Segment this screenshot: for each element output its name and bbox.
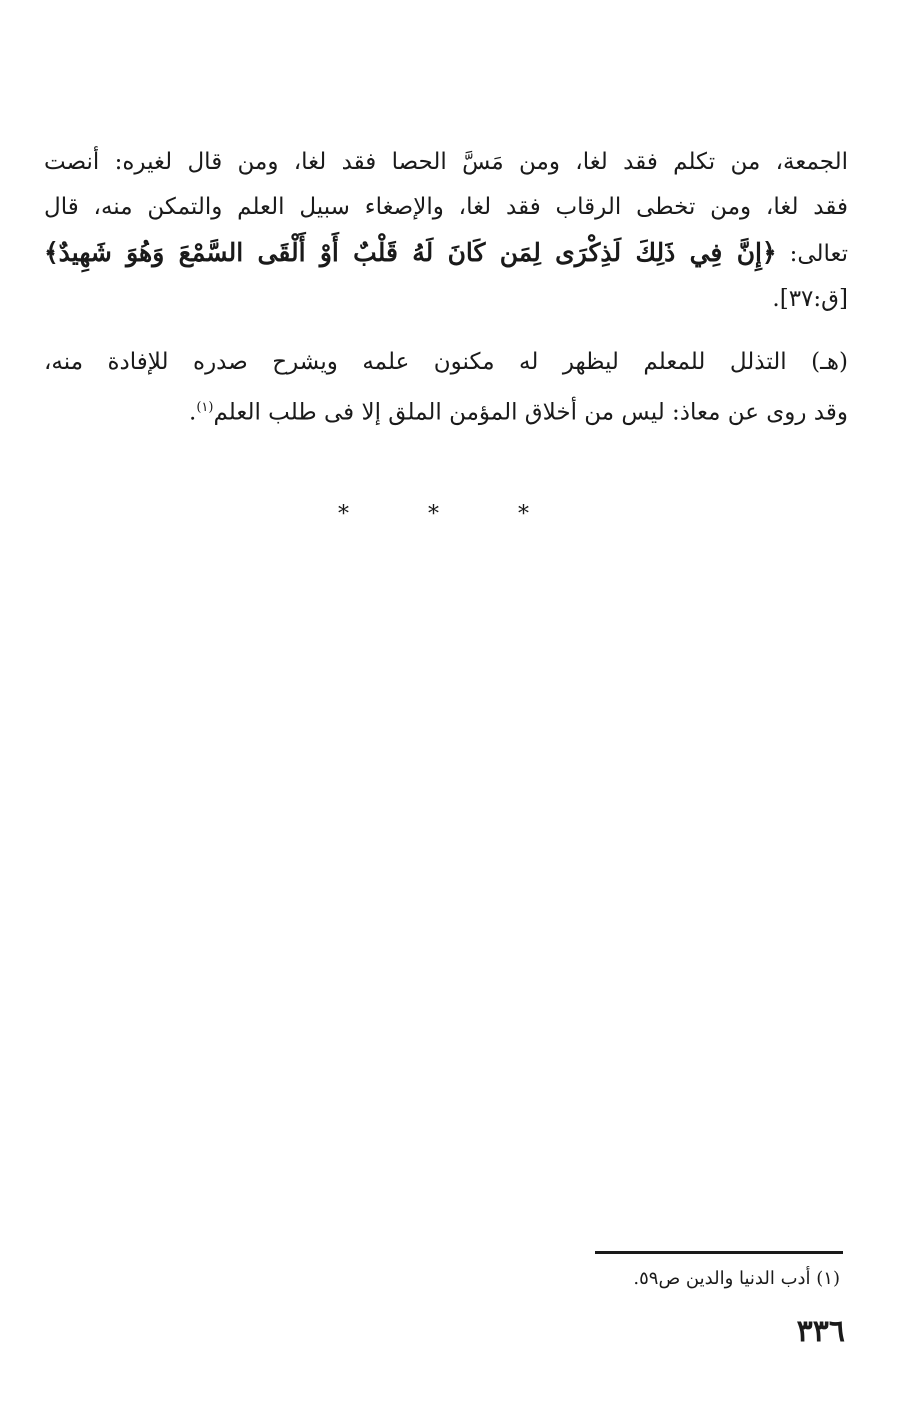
quran-verse: ﴿إِنَّ فِي ذَلِكَ لَذِكْرَى لِمَن كَانَ لَهُ قَلْبٌ أَوْ أَلْقَى السَّمْعَ وَهُوَ شَهِيدٌ﴾	[44, 238, 777, 267]
footnote-reference: (١)	[196, 400, 214, 415]
paragraph-2	[44, 340, 848, 436]
quran-intro: تعالى:	[789, 241, 848, 267]
paragraph-1-line-2: فقد لغا، ومن تخطى الرقاب فقد لغا، والإصغاء سبيل العلم والتمكن منه، قال	[44, 194, 848, 220]
paragraph-2-line-2	[44, 385, 848, 436]
footnote-divider	[595, 1251, 843, 1254]
section-separator: * * *	[338, 502, 565, 527]
paragraph-2-line-2-end: .	[189, 399, 197, 426]
paragraph-2-line-1: (هـ) التذلل للمعلم ليظهر له مكنون علمه ويشرح صدره للإفادة منه،	[44, 349, 848, 375]
verse-reference: [ق:٣٧].	[772, 286, 848, 312]
page-number: ٣٣٦	[796, 1314, 845, 1349]
paragraph-2-line-2-text: وقد روى عن معاذ: ليس من أخلاق المؤمن الملق إلا فى طلب العلم	[213, 399, 848, 426]
paragraph-1-line-3	[44, 230, 848, 277]
paragraph-1	[44, 140, 848, 322]
footnote: (١) أدب الدنيا والدين ص٥٩.	[633, 1268, 840, 1289]
paragraph-1-line-1: الجمعة، من تكلم فقد لغا، ومن مَسَّ الحصا فقد لغا، ومن قال لغيره: أنصت	[44, 149, 848, 175]
